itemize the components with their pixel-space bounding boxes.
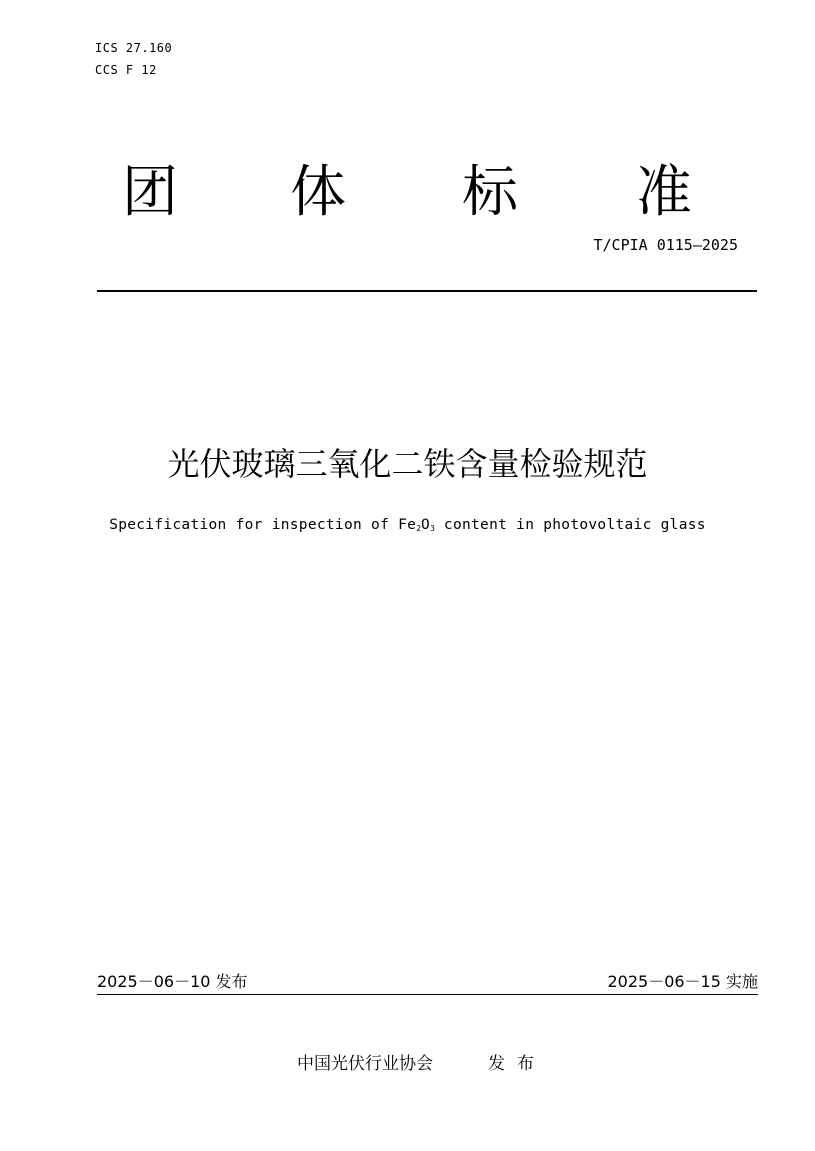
title-english-part-3: content in photovoltaic glass [434,517,706,533]
standard-code: T/CPIA 0115—2025 [593,236,738,254]
subscript-2: 2 [416,524,422,533]
publish-label: 发布 [488,1054,546,1074]
issuer-name: 中国光伏行业协会 [297,1054,433,1074]
implementation-date: 2025－06－15 实施 [607,972,758,991]
issue-date: 2025－06－10 发布 [97,972,248,991]
title-english-part-1: Specification for inspection of Fe [109,517,417,533]
header-char-4: 准 [636,160,692,225]
ccs-code: CCS F 12 [95,63,157,77]
header-char-1: 团 [122,160,178,225]
header-char-3: 标 [462,160,518,225]
title-english [0,515,815,539]
header-divider [97,290,757,292]
date-divider [97,994,758,995]
title-chinese: 光伏玻璃三氧化二铁含量检验规范 [167,445,648,483]
subscript-3: 3 [430,524,435,533]
title-english-part-2: O [421,517,431,533]
ics-code: ICS 27.160 [95,41,173,55]
header-char-2: 体 [290,160,346,225]
